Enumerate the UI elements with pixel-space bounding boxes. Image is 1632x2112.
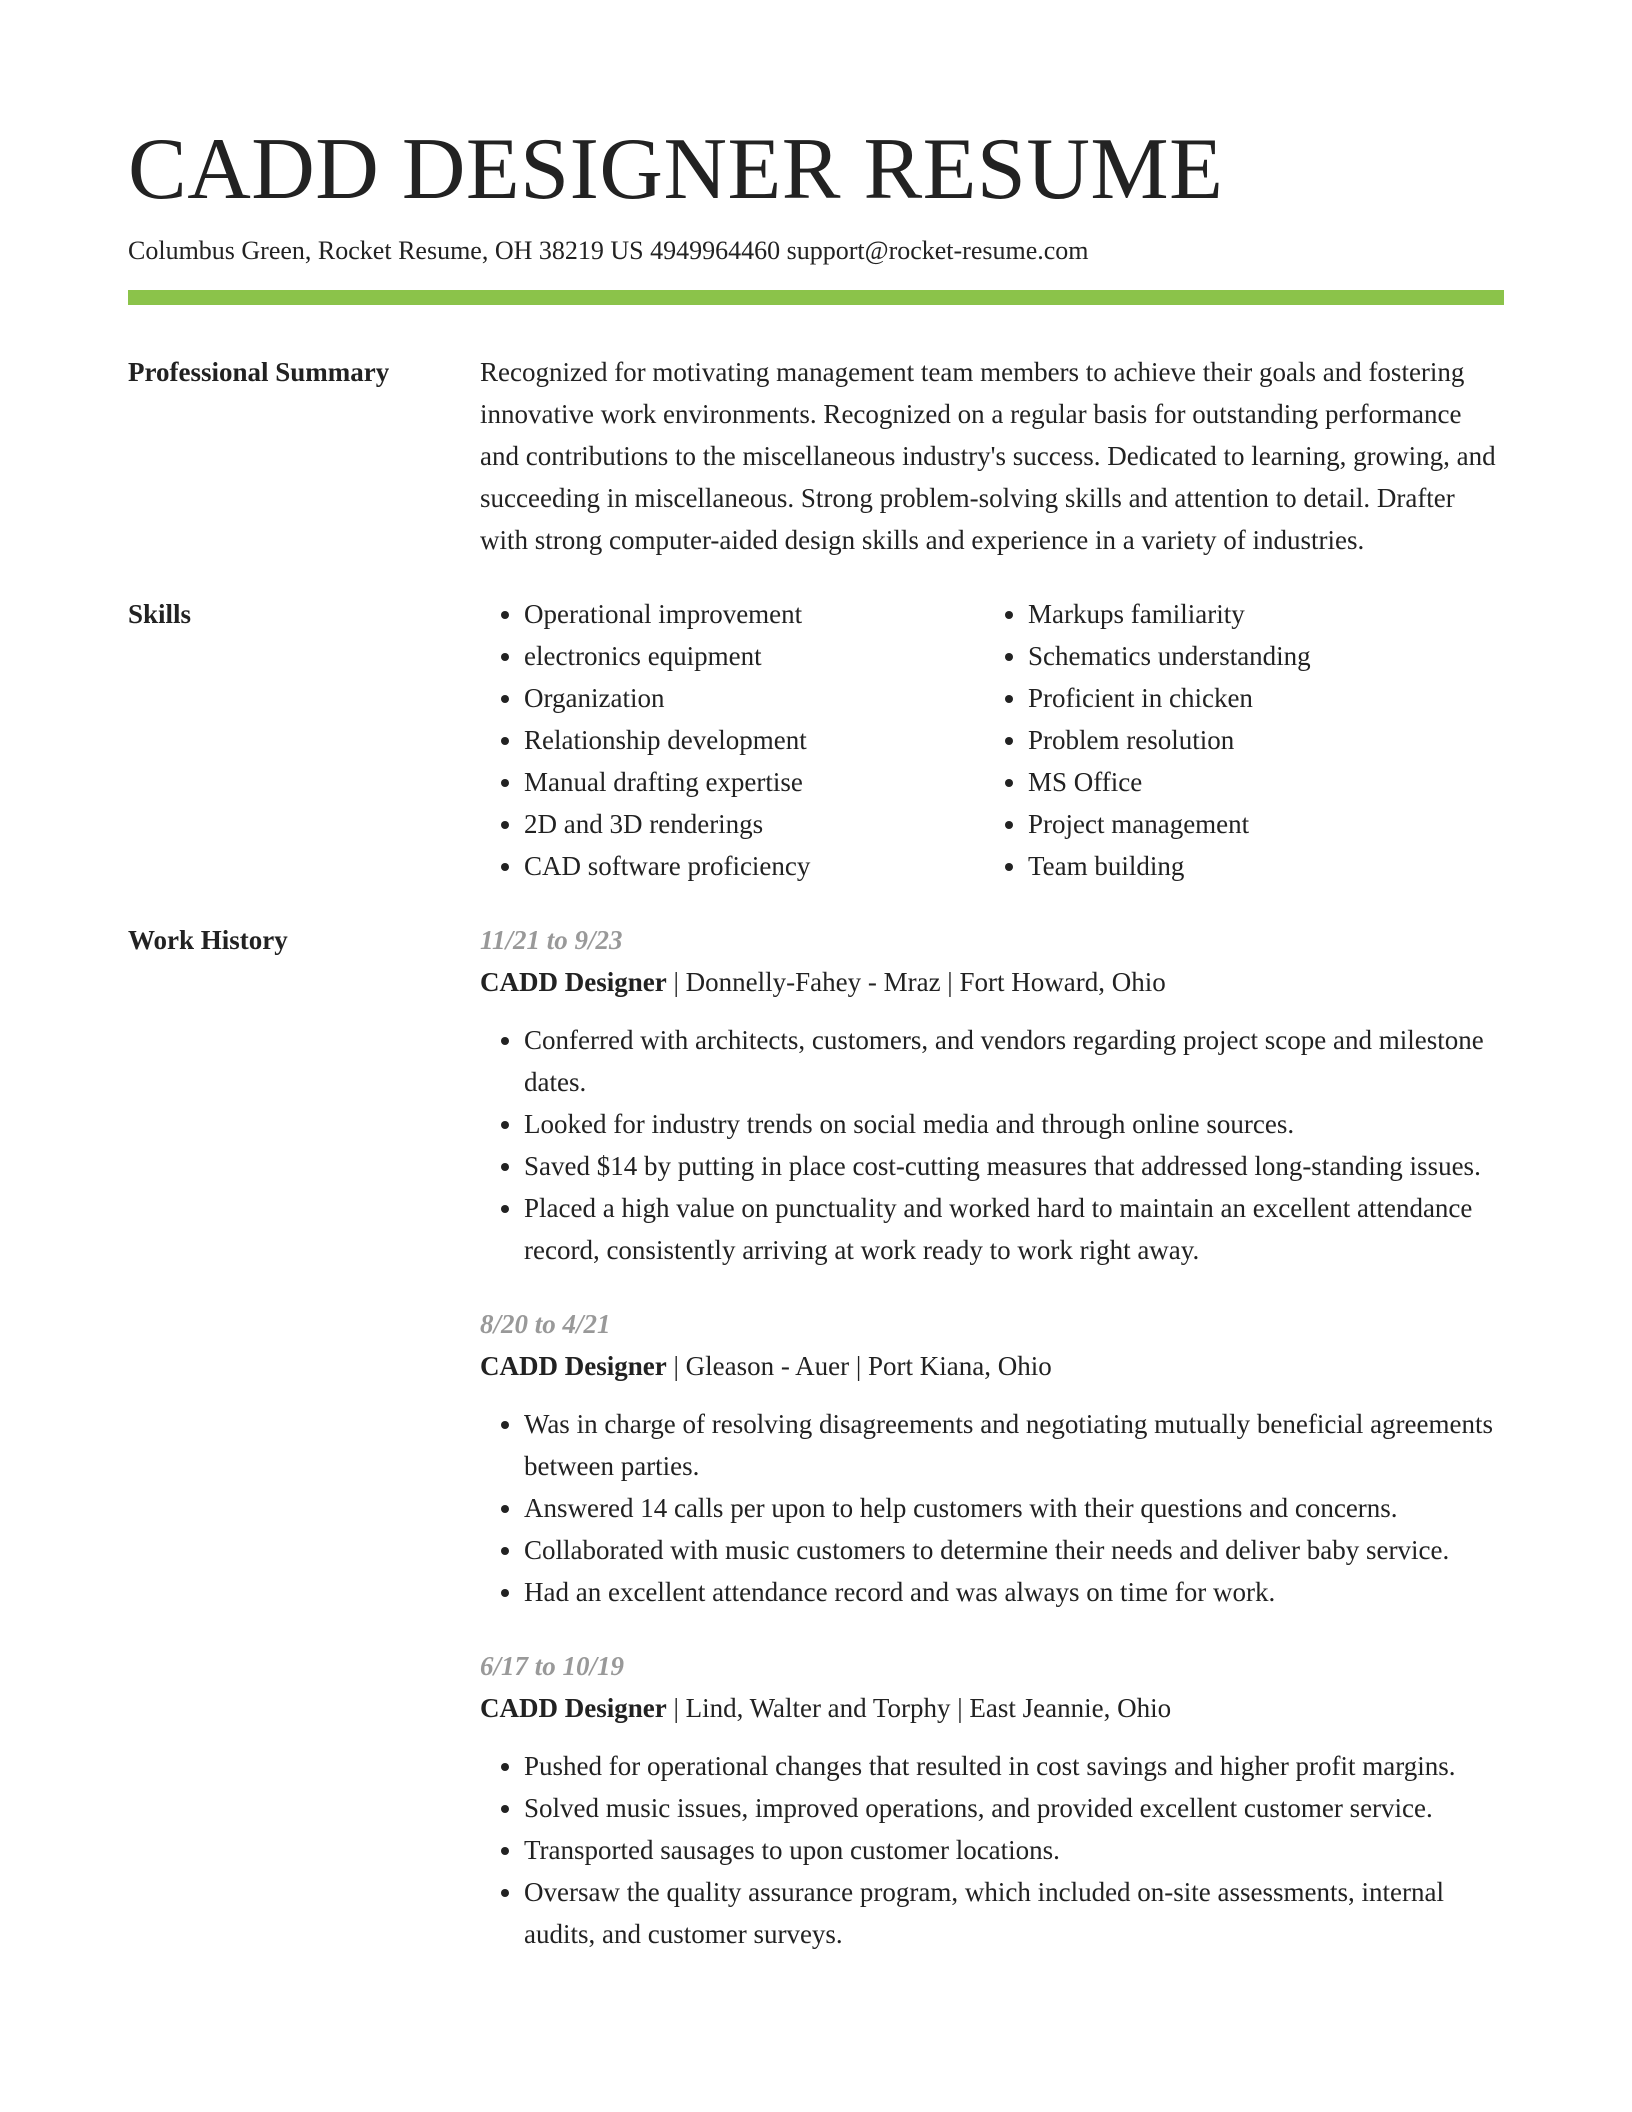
job-dates: 6/17 to 10/19 [480,1651,625,1681]
skills-section [128,593,1504,887]
summary-heading: Professional Summary [128,357,390,387]
job-title: CADD Designer [480,967,667,997]
job-bullets [480,1403,1504,1613]
contact-info: Columbus Green, Rocket Resume, OH 38219 US 4949964460 support@rocket-resume.com [128,236,1089,265]
job-bullet: • Saved $14 by putting in place cost-cutting measures that addressed long-standing issues. [524,1145,1504,1187]
skill-item: • Problem resolution [1028,719,1488,761]
skill-item: • Markups familiarity [1028,593,1488,635]
job-title: CADD Designer [480,1693,667,1723]
skill-item: • Proficient in chicken [1028,677,1488,719]
job-bullet: • Collaborated with music customers to determine their needs and deliver baby service. [524,1529,1504,1571]
skill-item: • Schematics understanding [1028,635,1488,677]
job-bullet: • Placed a high value on punctuality and worked hard to maintain an excellent attendance record, consistently arriving at work ready to work right away. [524,1187,1504,1271]
skill-item: • 2D and 3D renderings [524,803,984,845]
summary-section [128,351,1504,561]
job-company-location: | Gleason - Auer | Port Kiana, Ohio [666,1351,1052,1381]
job-bullet: • Transported sausages to upon customer locations. [524,1829,1504,1871]
skills-heading: Skills [128,599,192,629]
skills-left-column [480,593,984,887]
job-company-location: | Lind, Walter and Torphy | East Jeannie, Ohio [666,1693,1172,1723]
job-bullet: • Was in charge of resolving disagreements and negotiating mutually beneficial agreements between parties. [524,1403,1504,1487]
job-bullets [480,1745,1504,1955]
skill-item: • Team building [1028,845,1488,887]
job-heading [480,1345,1504,1387]
skill-item: • CAD software proficiency [524,845,984,887]
job-bullet: • Answered 14 calls per upon to help customers with their questions and concerns. [524,1487,1504,1529]
resume-page [128,120,1504,1987]
job-bullet: • Oversaw the quality assurance program, which included on-site assessments, internal audits, and customer surveys. [524,1871,1504,1955]
skill-item: • Relationship development [524,719,984,761]
job-heading [480,961,1504,1003]
work-history-heading: Work History [128,925,288,955]
skill-item: • Organization [524,677,984,719]
skills-right-column [984,593,1488,887]
skill-item: • Project management [1028,803,1488,845]
skills-left-list [480,593,984,887]
job-bullet: • Looked for industry trends on social media and through online sources. [524,1103,1504,1145]
skill-item: • electronics equipment [524,635,984,677]
skill-item: • Operational improvement [524,593,984,635]
skill-item: • Manual drafting expertise [524,761,984,803]
job-entry [480,1645,1504,1955]
job-title: CADD Designer [480,1351,667,1381]
job-bullet: • Pushed for operational changes that resulted in cost savings and higher profit margins. [524,1745,1504,1787]
job-dates: 11/21 to 9/23 [480,925,623,955]
job-bullet: • Conferred with architects, customers, and vendors regarding project scope and milestone dates. [524,1019,1504,1103]
job-heading [480,1687,1504,1729]
skills-right-list [984,593,1488,887]
job-bullets [480,1019,1504,1271]
page-title: CADD DESIGNER RESUME [128,121,1224,218]
job-bullet: • Had an excellent attendance record and was always on time for work. [524,1571,1504,1613]
work-history-body [480,919,1504,1987]
skills-columns [480,593,1504,887]
accent-divider [128,290,1504,305]
job-company-location: | Donnelly-Fahey - Mraz | Fort Howard, Ohio [666,967,1166,997]
job-entry [480,1303,1504,1613]
job-entry [480,919,1504,1271]
summary-text: Recognized for motivating management team members to achieve their goals and fostering innovative work environments. Recognized on a regular basis for outstanding performance and contributions to the miscellaneous industry's success. Dedicated to learning, growing, and succeeding in miscellaneous. Strong problem-solving skills and attention to detail. Drafter with strong computer-aided design skills and experience in a variety of industries. [480,357,1496,555]
skill-item: • MS Office [1028,761,1488,803]
job-bullet: • Solved music issues, improved operations, and provided excellent customer service. [524,1787,1504,1829]
work-history-section [128,919,1504,1987]
job-dates: 8/20 to 4/21 [480,1309,611,1339]
